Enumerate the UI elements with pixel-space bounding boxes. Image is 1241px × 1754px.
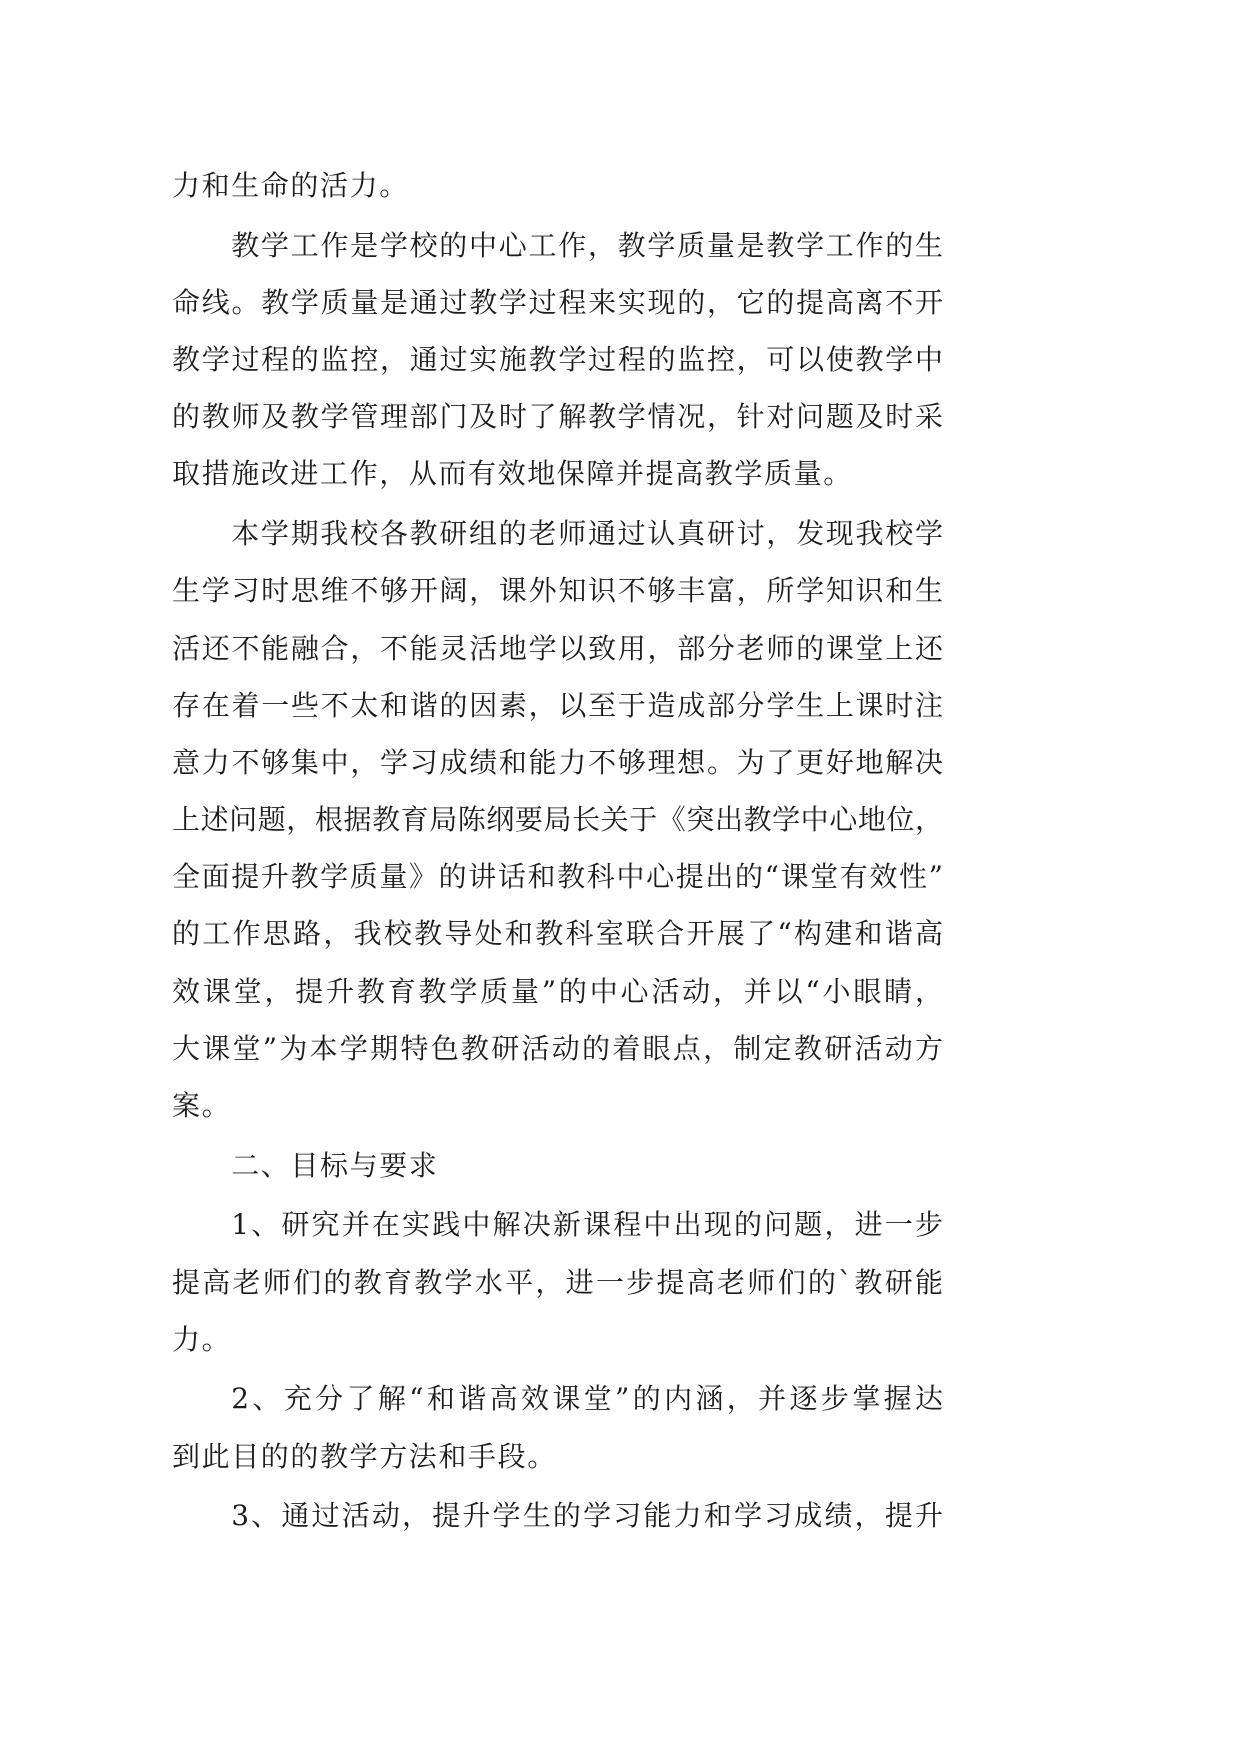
- text-line: 到此目的的教学方法和手段。: [172, 1439, 557, 1473]
- text-line: 命线。教学质量是通过教学过程来实现的，它的提高离不开: [172, 285, 943, 319]
- text-line: 力和生命的活力。: [172, 169, 409, 202]
- section-heading: [172, 1137, 943, 1194]
- text-line: 效课堂，提升教育教学质量”的中心活动，并以“小眼睛，: [172, 974, 943, 1008]
- text-line: 活还不能融合，不能灵活地学以致用，部分老师的课堂上还: [172, 631, 943, 665]
- document-body: [172, 157, 943, 1545]
- list-item: [172, 1487, 943, 1544]
- text-line: 教学过程的监控，通过实施教学过程的监控，可以使教学中: [172, 343, 943, 377]
- paragraph: [172, 505, 943, 1134]
- text-line: 的工作思路，我校教导处和教科室联合开展了“构建和谐高: [172, 917, 943, 951]
- text-line: 意力不够集中，学习成绩和能力不够理想。为了更好地解决: [172, 745, 943, 779]
- text-line: 3、通过活动，提升学生的学习能力和学习成绩，提升: [231, 1499, 943, 1533]
- list-item: [172, 1196, 943, 1368]
- text-line: 的教师及教学管理部门及时了解教学情况，针对问题及时采: [172, 400, 943, 434]
- text-line: 案。: [172, 1089, 232, 1122]
- section-heading-text: 二、目标与要求: [231, 1148, 439, 1182]
- text-line: 提高老师们的教育教学水平，进一步提高老师们的`教研能: [172, 1265, 943, 1299]
- text-line: 本学期我校各教研组的老师通过认真研讨，发现我校学: [231, 517, 943, 551]
- text-line: 教学工作是学校的中心工作，教学质量是教学工作的生: [231, 228, 943, 262]
- paragraph: [172, 217, 943, 503]
- text-line: 力。: [172, 1322, 232, 1356]
- text-line: 2、充分了解“和谐高效课堂”的内涵，并逐步掌握达: [231, 1382, 943, 1416]
- text-line: 存在着一些不太和谐的因素，以至于造成部分学生上课时注: [172, 688, 943, 722]
- text-line: 1、研究并在实践中解决新课程中出现的问题，进一步: [231, 1208, 943, 1242]
- text-line: 大课堂”为本学期特色教研活动的着眼点，制定教研活动方: [172, 1031, 943, 1065]
- text-line: 取措施改进工作，从而有效地保障并提高教学质量。: [172, 457, 853, 491]
- list-item: [172, 1370, 943, 1484]
- text-line: 上述问题，根据教育局陈纲要局长关于《突出教学中心地位，: [172, 803, 943, 837]
- text-line: 全面提升教学质量》的讲话和教科中心提出的“课堂有效性”: [172, 860, 943, 894]
- paragraph-continuation: [172, 157, 943, 214]
- text-line: 生学习时思维不够开阔，课外知识不够丰富，所学知识和生: [172, 574, 943, 608]
